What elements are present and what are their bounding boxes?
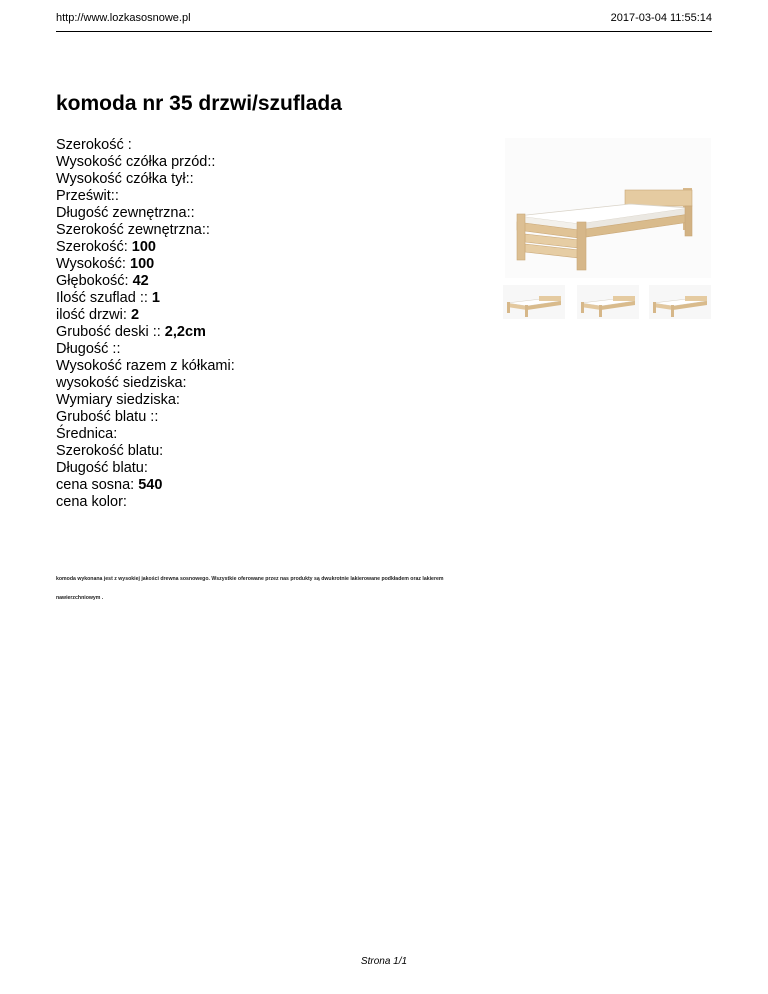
spec-row [56, 188, 235, 205]
spec-row [56, 477, 235, 494]
spec-row [56, 392, 235, 409]
spec-row [56, 222, 235, 239]
spec-row [56, 341, 235, 358]
spec-value: 2 [130, 307, 140, 323]
header-url[interactable]: http://www.lozkasosnowe.pl [56, 12, 191, 24]
spec-label: Grubość deski :: [56, 324, 161, 340]
bed-thumbnail[interactable] [577, 285, 639, 319]
spec-label: cena sosna: [56, 477, 135, 493]
header-timestamp: 2017-03-04 11:55:14 [610, 12, 712, 24]
spec-value: 100 [130, 256, 155, 272]
spec-label: Wysokość czółka przód:: [56, 154, 216, 170]
spec-row [56, 273, 235, 290]
spec-row [56, 324, 235, 341]
spec-label: Prześwit:: [56, 188, 119, 204]
spec-row [56, 443, 235, 460]
spec-label: Szerokość : [56, 137, 132, 153]
spec-row [56, 494, 235, 511]
spec-row [56, 426, 235, 443]
spec-value: 2,2cm [164, 324, 206, 340]
spec-list [56, 137, 235, 511]
spec-label: Szerokość blatu: [56, 443, 164, 459]
bed-photo [505, 138, 711, 278]
spec-label: Wysokość czółka tył:: [56, 171, 194, 187]
spec-label: cena kolor: [56, 494, 127, 510]
spec-value: 100 [131, 239, 156, 255]
spec-row [56, 290, 235, 307]
spec-label: Wymiary siedziska: [56, 392, 180, 408]
spec-row [56, 358, 235, 375]
spec-row [56, 205, 235, 222]
spec-row [56, 137, 235, 154]
spec-row [56, 239, 235, 256]
spec-label: ilość drzwi: [56, 307, 127, 323]
spec-row [56, 171, 235, 188]
page-header [56, 7, 712, 32]
bed-thumbnail[interactable] [503, 285, 565, 319]
spec-label: Długość blatu: [56, 460, 148, 476]
page-number: Strona 1/1 [360, 956, 408, 967]
spec-value: 42 [132, 273, 149, 289]
spec-value: 1 [151, 290, 160, 306]
spec-label: Szerokość zewnętrzna:: [56, 222, 210, 238]
spec-row [56, 375, 235, 392]
spec-label: Głębokość: [56, 273, 129, 289]
spec-value: 540 [138, 477, 163, 493]
spec-label: Szerokość: [56, 239, 128, 255]
spec-row [56, 256, 235, 273]
spec-label: Ilość szuflad :: [56, 290, 148, 306]
spec-label: Wysokość: [56, 256, 126, 272]
spec-label: Średnica: [56, 426, 118, 442]
spec-row [56, 307, 235, 324]
spec-row [56, 409, 235, 426]
product-title: komoda nr 35 drzwi/szuflada [56, 92, 342, 115]
spec-row [56, 154, 235, 171]
spec-label: wysokość siedziska: [56, 375, 187, 391]
spec-label: Długość :: [56, 341, 121, 357]
spec-label: Wysokość razem z kółkami: [56, 358, 235, 374]
spec-label: Długość zewnętrzna:: [56, 205, 195, 221]
product-description: komoda wykonana jest z wysokiej jakości drewna sosnowego. Wszystkie oferowane przez nas produkty są dwukrotnie lakierowane podkładem oraz lakierem nawierzchniowym . [56, 576, 444, 601]
bed-thumbnail[interactable] [649, 285, 711, 319]
spec-row [56, 460, 235, 477]
spec-label: Grubość blatu :: [56, 409, 159, 425]
